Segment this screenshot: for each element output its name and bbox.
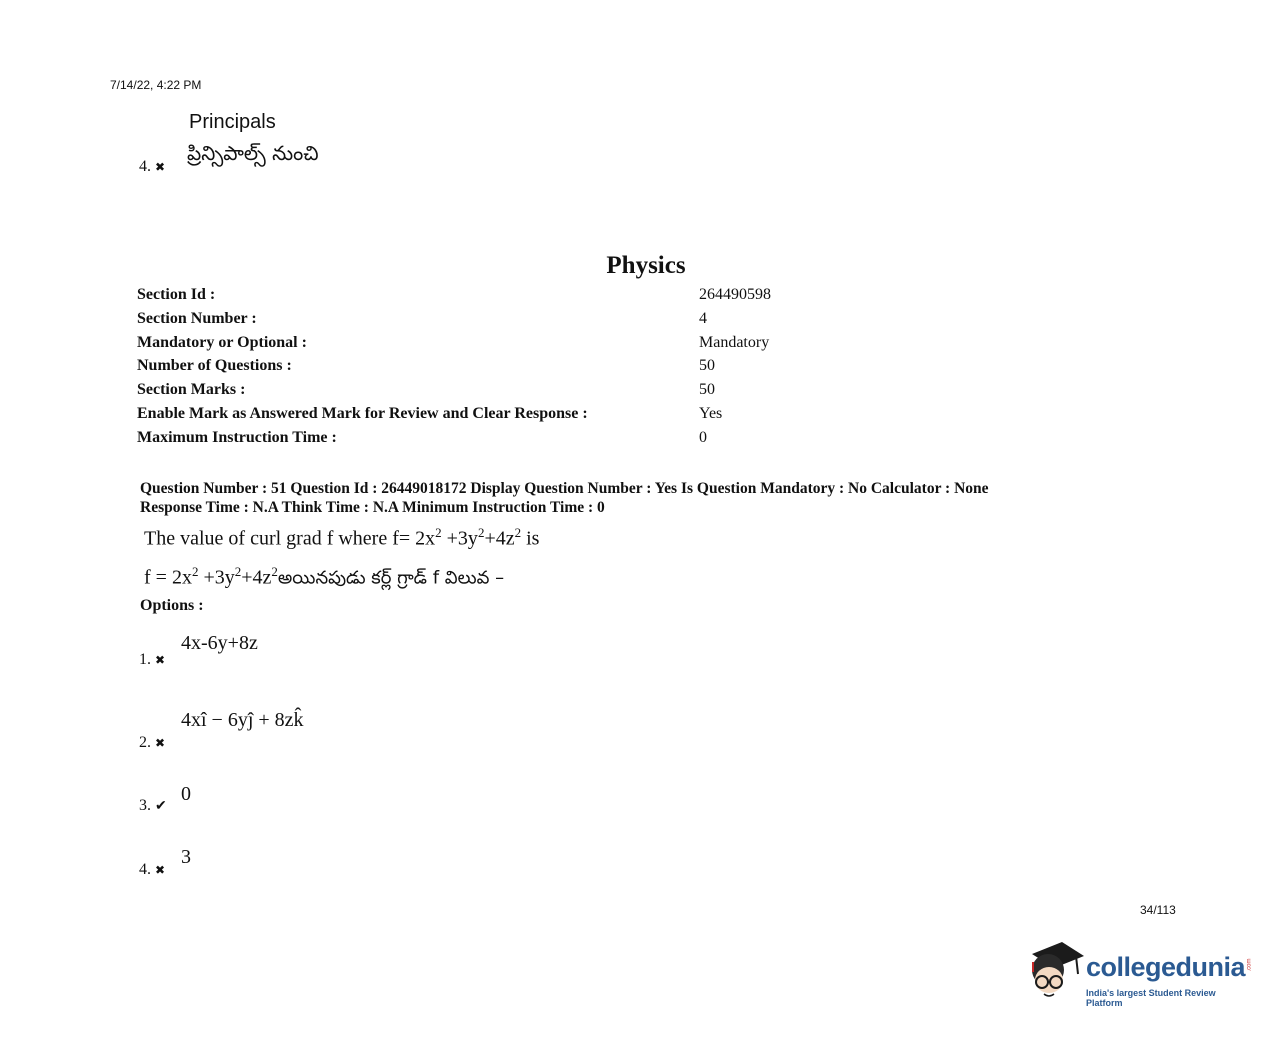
question-meta-line-2: Response Time : N.A Think Time : N.A Minimum Instruction Time : 0 xyxy=(140,499,605,516)
superscript: 2 xyxy=(191,564,199,579)
superscript: 2 xyxy=(477,525,485,540)
question-text-part: f = 2x xyxy=(144,566,192,589)
section-value: 0 xyxy=(699,429,707,446)
option-number: 4. xyxy=(139,158,151,175)
question-text-part: అయినపుడు కర్ల్ గ్రాడ్ f విలువ – xyxy=(277,567,505,589)
section-key: Section Number : xyxy=(137,310,257,327)
section-key: Enable Mark as Answered Mark for Review and Clear Response : xyxy=(137,405,588,422)
option-text: 4x-6y+8z xyxy=(181,632,258,654)
section-key: Section Marks : xyxy=(137,381,246,398)
section-key: Section Id : xyxy=(137,286,216,303)
section-row xyxy=(137,381,837,405)
option-number: 1. ✖ xyxy=(139,651,169,669)
question-meta-line-1: Question Number : 51 Question Id : 26449018172 Display Question Number : Yes Is Question Mandatory : No Calculator : None xyxy=(140,480,989,497)
superscript: 2 xyxy=(435,525,442,540)
logo-wordmark: collegedunia xyxy=(1086,952,1246,982)
section-row xyxy=(137,429,837,453)
question-text-part: +4z xyxy=(484,527,515,550)
question-text-part: The value of curl grad f where f= 2x xyxy=(144,527,436,550)
superscript: 2 xyxy=(234,564,242,579)
check-icon: ✔ xyxy=(155,799,167,814)
section-value: 50 xyxy=(699,381,715,398)
question-text-part: +3y xyxy=(198,566,235,589)
logo-com: .com xyxy=(1246,958,1253,972)
print-timestamp: 7/14/22, 4:22 PM xyxy=(110,78,202,92)
section-value: 264490598 xyxy=(699,286,771,303)
superscript: 2 xyxy=(514,525,522,540)
logo-tagline: India's largest Student Review Platform xyxy=(1086,988,1216,1008)
section-value: 4 xyxy=(699,310,707,327)
question-text-part: +3y xyxy=(441,527,478,550)
option-number: 3. ✔ xyxy=(139,797,169,815)
section-row xyxy=(137,405,837,429)
cross-icon: ✖ xyxy=(155,160,166,174)
option-number: 4. ✖ xyxy=(139,861,169,879)
section-key: Mandatory or Optional : xyxy=(137,334,307,351)
option-text: 4xî − 6yĵ + 8zk̂ xyxy=(181,709,304,731)
options-label: Options : xyxy=(140,597,204,614)
option-number: 2. ✖ xyxy=(139,734,169,752)
option-text: 3 xyxy=(181,846,191,868)
previous-option-label: Principals xyxy=(189,111,276,133)
option-text: 0 xyxy=(181,783,191,805)
cross-icon: ✖ xyxy=(155,653,166,667)
question-text-part: +4z xyxy=(241,566,272,589)
cross-icon: ✖ xyxy=(155,736,166,750)
section-value: Yes xyxy=(699,405,723,422)
section-value: Mandatory xyxy=(699,334,770,351)
question-text-english xyxy=(144,525,539,551)
section-row xyxy=(137,357,837,381)
section-row xyxy=(137,334,837,358)
section-key: Maximum Instruction Time : xyxy=(137,429,337,446)
superscript: 2 xyxy=(271,564,278,579)
cross-icon: ✖ xyxy=(155,863,166,877)
mascot-icon xyxy=(1024,940,1086,1006)
section-value: 50 xyxy=(699,357,715,374)
previous-option-number xyxy=(139,158,169,176)
page-number: 34/113 xyxy=(1140,903,1176,917)
section-key: Number of Questions : xyxy=(137,357,292,374)
previous-option-telugu: ప్రిన్సిపాల్స్ నుంచి xyxy=(187,141,319,165)
collegedunia-logo xyxy=(1024,940,1254,1006)
question-text-telugu xyxy=(144,564,504,593)
section-row xyxy=(137,310,837,334)
question-text-part: is xyxy=(521,527,540,550)
section-row xyxy=(137,286,837,310)
section-title: Physics xyxy=(606,252,686,279)
